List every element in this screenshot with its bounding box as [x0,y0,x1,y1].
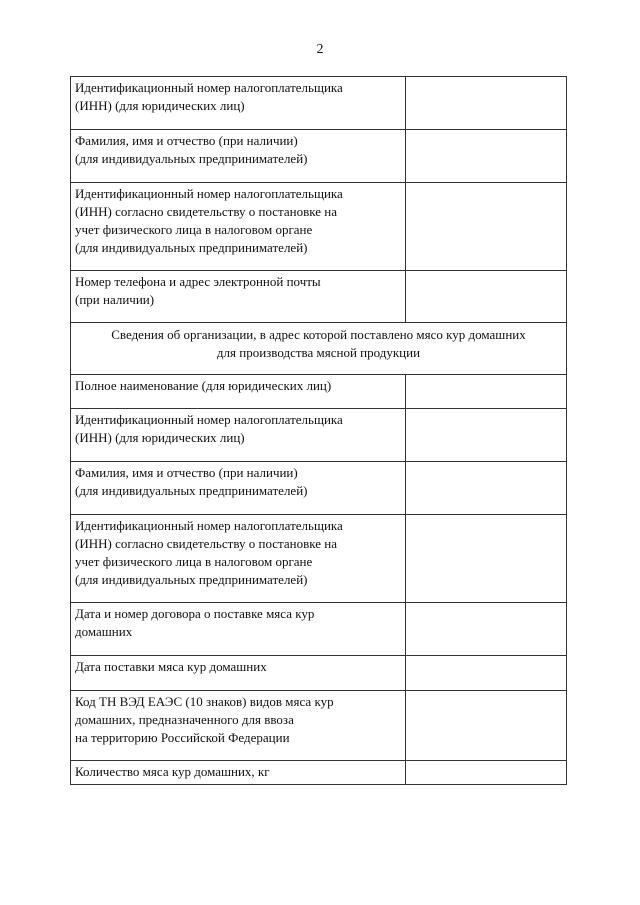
field-value-cell[interactable] [406,761,567,785]
field-label: Идентификационный номер налогоплательщика (ИНН) (для юридических лиц) [71,409,406,462]
field-label: Количество мяса кур домашних, кг [71,761,406,785]
table-row [71,761,567,785]
table-row [71,375,567,409]
field-label: Дата и номер договора о поставке мяса кур домашних [71,603,406,656]
table-row [71,603,567,656]
field-value-cell[interactable] [406,375,567,409]
field-value-cell[interactable] [406,271,567,323]
field-label: Идентификационный номер налогоплательщика (ИНН) согласно свидетельству о постановке на учет физического лица в налоговом органе (для индивидуальных предпринимателей) [71,183,406,271]
section-header: Сведения об организации, в адрес которой поставлено мясо кур домашних для производства мясной продукции [71,323,567,375]
table-row [71,656,567,691]
field-value-cell[interactable] [406,691,567,761]
table-row [71,462,567,515]
table-row [71,409,567,462]
table-row [71,691,567,761]
field-value-cell[interactable] [406,77,567,130]
field-value-cell[interactable] [406,462,567,515]
field-label: Идентификационный номер налогоплательщика (ИНН) (для юридических лиц) [71,77,406,130]
field-value-cell[interactable] [406,183,567,271]
field-label: Идентификационный номер налогоплательщика (ИНН) согласно свидетельству о постановке на учет физического лица в налоговом органе (для индивидуальных предпринимателей) [71,515,406,603]
field-value-cell[interactable] [406,603,567,656]
section-header-row [71,323,567,375]
field-label: Полное наименование (для юридических лиц) [71,375,406,409]
form-table [70,76,567,785]
table-row [71,77,567,130]
field-value-cell[interactable] [406,130,567,183]
field-label: Код ТН ВЭД ЕАЭС (10 знаков) видов мяса кур домашних, предназначенного для ввоза на территорию Российской Федерации [71,691,406,761]
table-row [71,183,567,271]
table-row [71,515,567,603]
field-value-cell[interactable] [406,515,567,603]
field-label: Дата поставки мяса кур домашних [71,656,406,691]
table-row [71,130,567,183]
table-row [71,271,567,323]
field-label: Фамилия, имя и отчество (при наличии) (для индивидуальных предпринимателей) [71,130,406,183]
field-label: Номер телефона и адрес электронной почты (при наличии) [71,271,406,323]
field-value-cell[interactable] [406,409,567,462]
page-number: 2 [316,42,324,57]
field-label: Фамилия, имя и отчество (при наличии) (для индивидуальных предпринимателей) [71,462,406,515]
field-value-cell[interactable] [406,656,567,691]
